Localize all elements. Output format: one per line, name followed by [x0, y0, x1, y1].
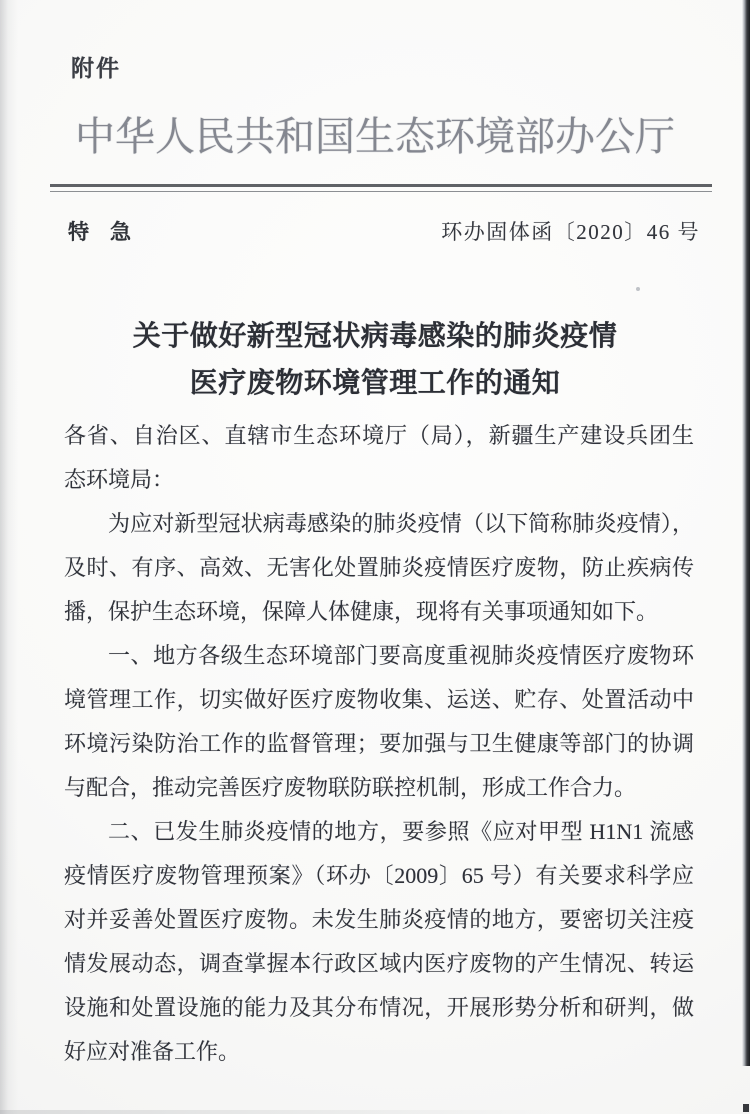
scan-dot-speck: [636, 287, 640, 291]
body-line: 情发展动态，调查掌握本行政区域内医疗废物的产生情况、转运: [64, 951, 694, 976]
body-line: 好应对准备工作。: [64, 1039, 241, 1064]
letterhead-divider: [50, 184, 712, 192]
meta-row: [68, 216, 700, 246]
body-line: 各省、自治区、直辖市生态环境厅（局），新疆生产建设兵团生: [64, 423, 694, 448]
body-line: 疫情医疗废物管理预案》（环办〔2009〕65 号）有关要求科学应: [64, 863, 694, 888]
body-line: 设施和处置设施的能力及其分布情况，开展形势分析和研判，做: [64, 995, 694, 1020]
letterhead-org-title: 中华人民共和国生态环境部办公厅: [75, 114, 675, 159]
urgency-label: 特 急: [68, 221, 131, 244]
body-line: 播，保护生态环境，保障人体健康，现将有关事项通知如下。: [64, 599, 659, 624]
body-line: 环境污染防治工作的监督管理；要加强与卫生健康等部门的协调: [64, 731, 694, 756]
body-line: 及时、有序、高效、无害化处置肺炎疫情医疗废物，防止疾病传: [64, 555, 694, 580]
body-line: 为应对新型冠状病毒感染的肺炎疫情（以下简称肺炎疫情），: [108, 511, 694, 536]
notice-title: [0, 313, 750, 407]
notice-title-line1: 关于做好新型冠状病毒感染的肺炎疫情: [132, 321, 618, 352]
body-line: 境管理工作，切实做好医疗废物收集、运送、贮存、处置活动中: [64, 687, 694, 712]
scan-bottom-smudge: [0, 1110, 560, 1114]
scan-corner-speck: [743, 1104, 749, 1112]
document-number: 环办固体函〔2020〕46 号: [441, 220, 700, 244]
body-line: 与配合，推动完善医疗废物联防联控机制，形成工作合力。: [64, 775, 637, 800]
body-line: 一、地方各级生态环境部门要高度重视肺炎疫情医疗废物环: [108, 643, 694, 668]
notice-title-line2: 医疗废物环境管理工作的通知: [189, 368, 561, 399]
scan-left-edge: [0, 0, 18, 1114]
notice-body: [64, 414, 694, 1074]
body-line: 态环境局：: [64, 467, 175, 492]
body-line: 对并妥善处置医疗废物。未发生肺炎疫情的地方，要密切关注疫: [64, 907, 694, 932]
attachment-label: 附件: [71, 55, 121, 81]
body-line: 二、已发生肺炎疫情的地方，要参照《应对甲型 H1N1 流感: [108, 819, 694, 844]
